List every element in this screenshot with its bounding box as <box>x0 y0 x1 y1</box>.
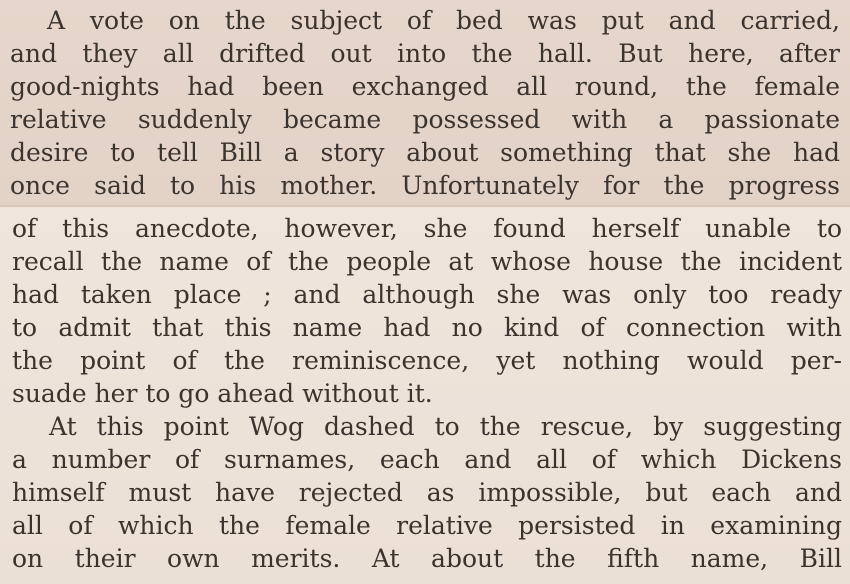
text-line: suade her to go ahead without it. <box>12 379 433 408</box>
scan-seam <box>0 205 850 207</box>
text-line: once said to his mother. Unfortunately for the progress <box>10 171 840 200</box>
text-line: had taken place ; and although she was only too ready <box>12 280 842 309</box>
text-line: and they all drifted out into the hall. But here, after <box>10 39 840 68</box>
text-line: on their own merits. At about the fifth name, Bill <box>12 544 842 573</box>
text-line: good-nights had been exchanged all round, the female <box>10 72 840 101</box>
text-line: of this anecdote, however, she found herself unable to <box>12 214 842 243</box>
text-line: A vote on the subject of bed was put and carried, <box>47 6 840 35</box>
text-line: desire to tell Bill a story about something that she had <box>10 138 840 167</box>
text-line: recall the name of the people at whose house the incident <box>12 247 842 276</box>
text-line: relative suddenly became possessed with a passionate <box>10 105 840 134</box>
text-line: himself must have rejected as impossible, but each and <box>12 478 842 507</box>
text-line: At this point Wog dashed to the rescue, by suggesting <box>49 412 842 441</box>
text-line: a number of surnames, each and all of which Dickens <box>12 445 842 474</box>
text-line: the point of the reminiscence, yet nothing would per- <box>12 346 842 375</box>
text-line: all of which the female relative persisted in examining <box>12 511 842 540</box>
text-line: to admit that this name had no kind of connection with <box>12 313 842 342</box>
